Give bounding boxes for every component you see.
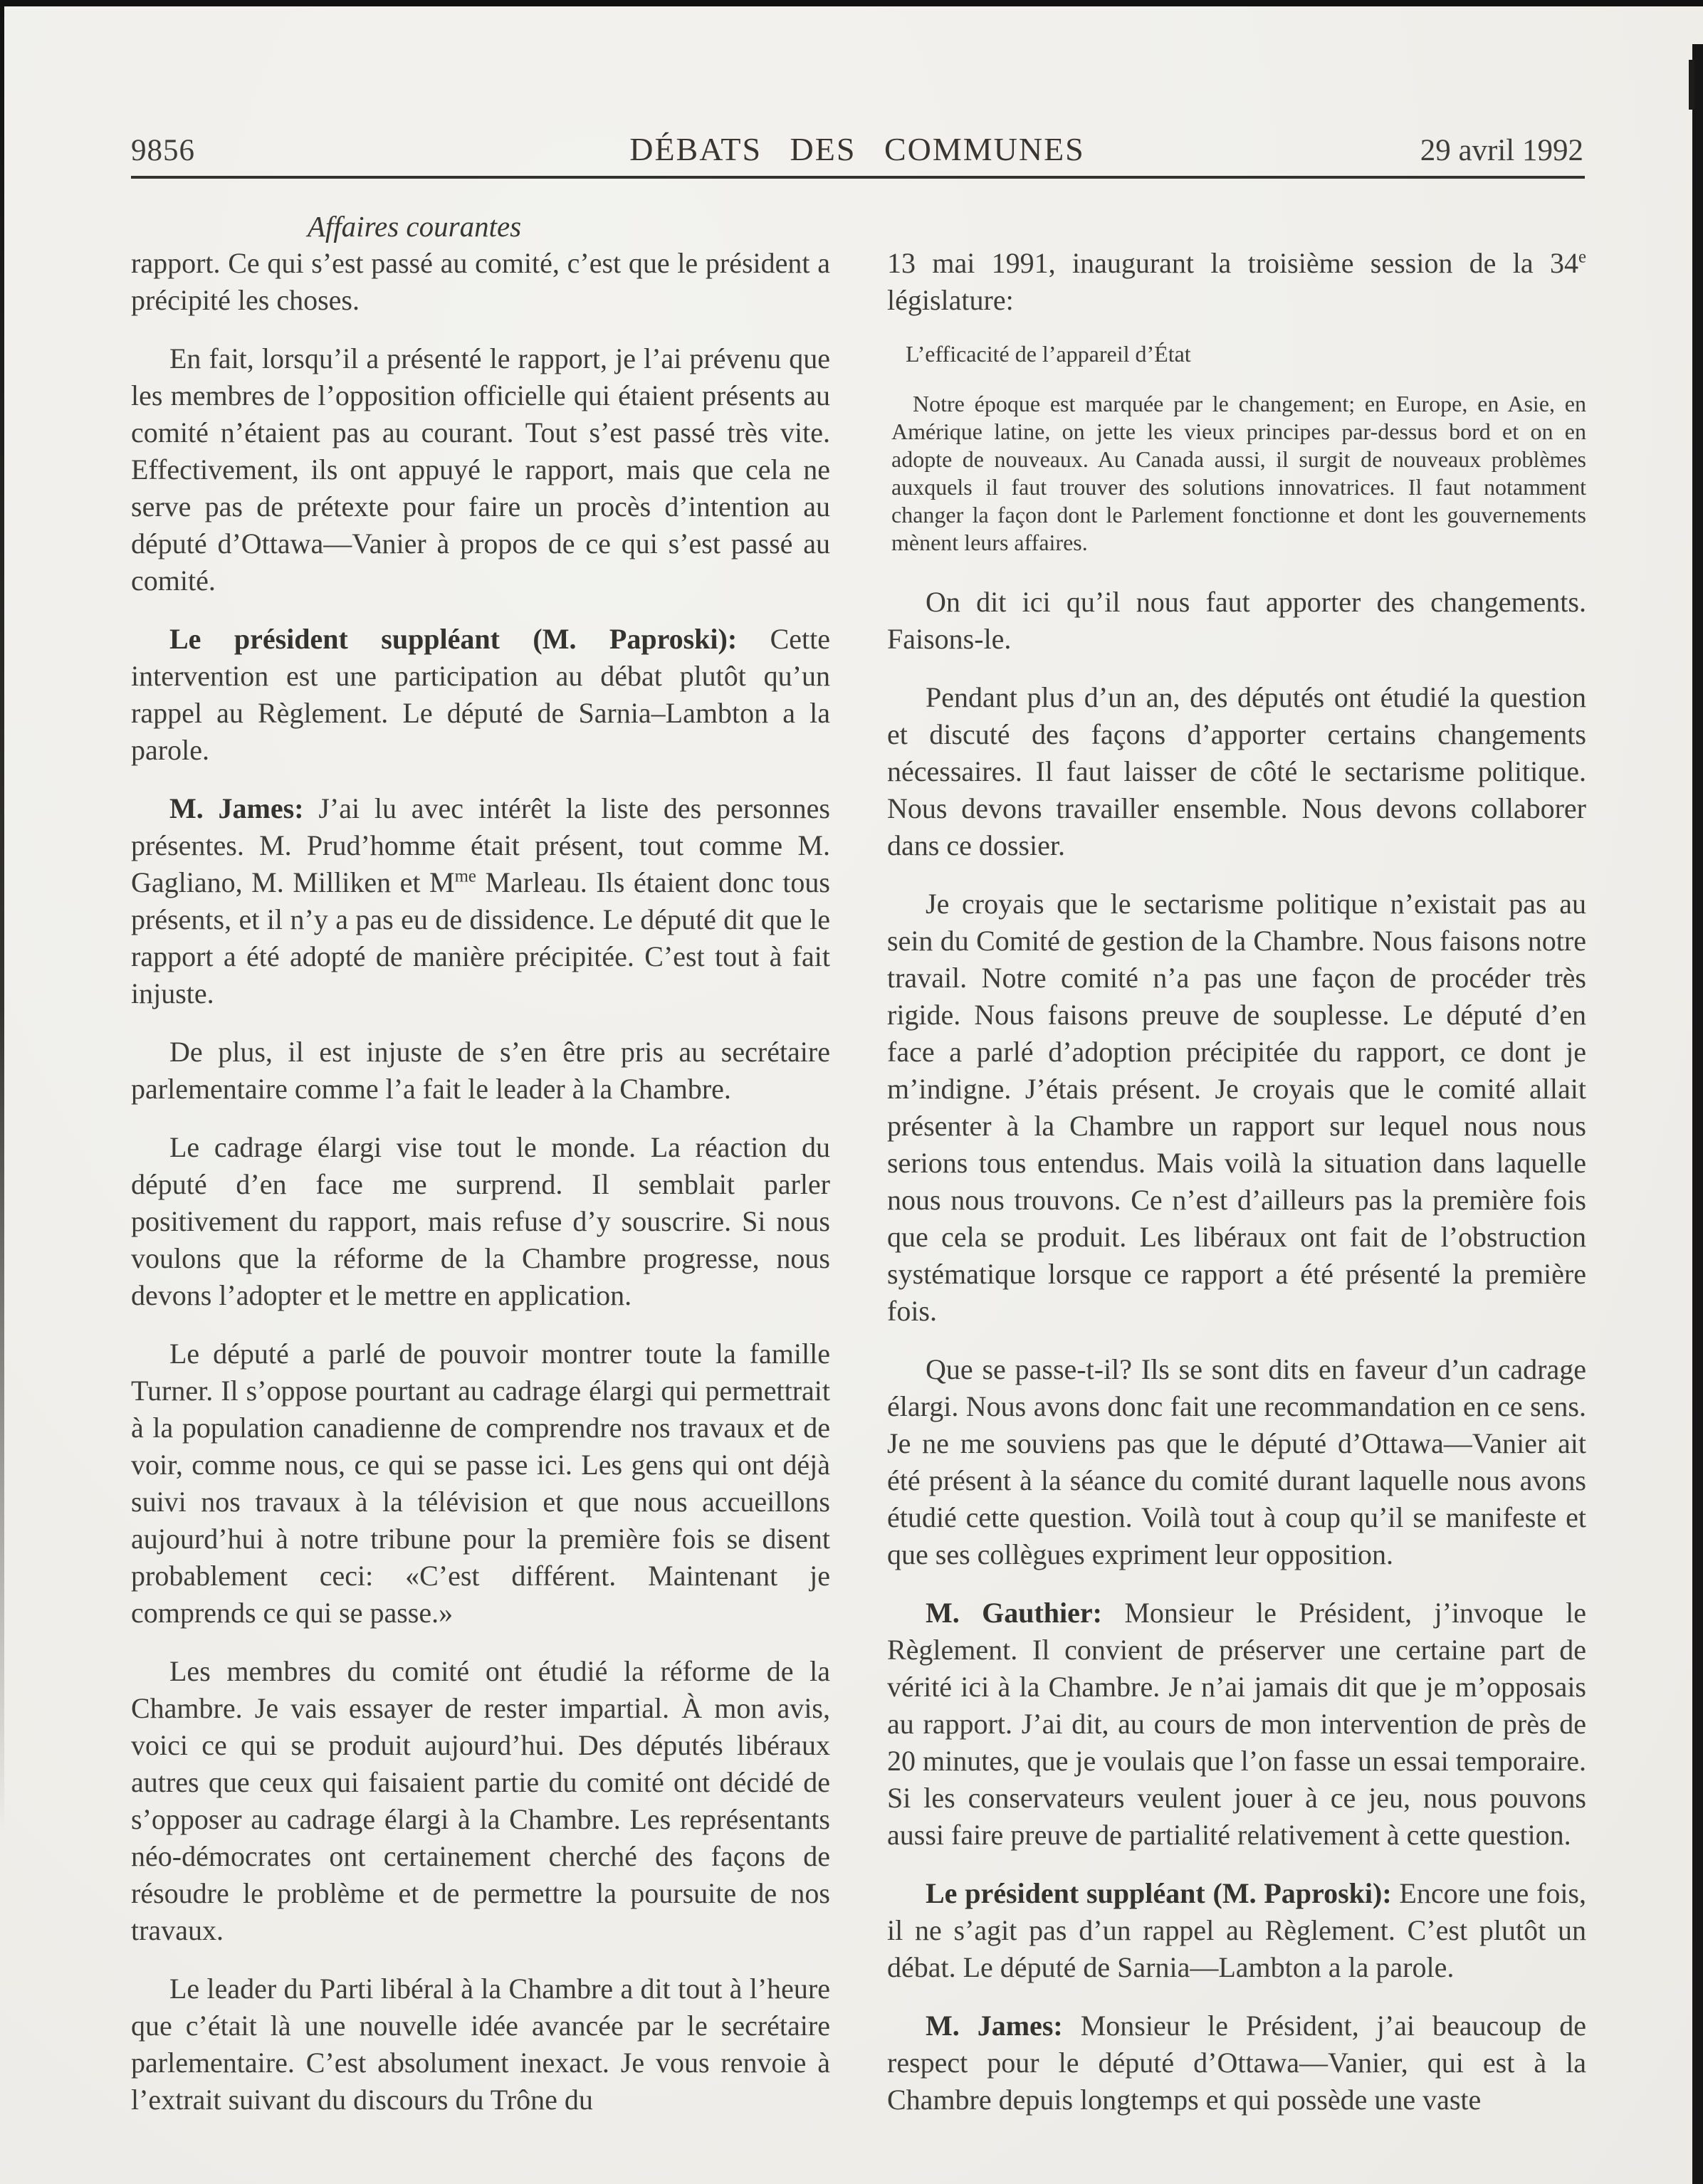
quote-heading: L’efficacité de l’appareil d’État xyxy=(906,341,1191,367)
paragraph: M. Gauthier: Monsieur le Président, j’invoque le Règlement. Il convient de préserver une certaine part de vérité ici à la Chambre. Je n’ai jamais dit que je m’opposais au rapport. J’ai dit, au cours de mon intervention de près de 20 minutes, que je voulais que l’on fasse un essai temporaire. Si les conservateurs veulent jouer à ce jeu, nous pouvons aussi faire preuve de partialité relativement à cette question. xyxy=(887,1597,1586,1851)
quote-paragraph: Notre époque est marquée par le changement; en Europe, en Asie, en Amérique latine, on jette les vieux principes par-dessus bord et on en adopte de nouveaux. Au Canada aussi, il surgit de nouveaux problèmes auxquels il faut trouver des solutions innovatrices. Il faut notamment changer la façon dont le Parlement fonctionne et dont les gouvernements mènent leurs affaires. xyxy=(891,391,1586,555)
paragraph: Pendant plus d’un an, des députés ont étudié la question et discuté des façons d’apporter certains changements nécessaires. Il faut laisser de côté le sectarisme politique. Nous devons travailler ensemble. Nous devons collaborer dans ce dossier. xyxy=(887,681,1586,861)
page-header xyxy=(131,121,1583,168)
paragraph: On dit ici qu’il nous faut apporter des changements. Faisons-le. xyxy=(887,586,1586,655)
page-date: 29 avril 1992 xyxy=(1420,134,1583,167)
scan-edge-mark xyxy=(1689,60,1694,110)
superscript: e xyxy=(1578,247,1586,267)
speaker-name: M. James: xyxy=(169,792,319,824)
scan-edge-right xyxy=(1692,44,1703,2184)
page-title: DÉBATS DES COMMUNES xyxy=(629,131,1085,167)
speaker-name: M. Gauthier: xyxy=(926,1597,1125,1629)
left-column xyxy=(131,245,830,2140)
scan-edge-left xyxy=(0,0,4,1834)
paragraph: M. James: Monsieur le Président, j’ai beaucoup de respect pour le député d’Ottawa—Vanier, qui est à la Chambre depuis longtemps et qui possède une vaste xyxy=(887,2010,1587,2116)
scan-edge-top xyxy=(0,0,1703,6)
section-header: Affaires courantes xyxy=(307,210,522,243)
paragraph: Je croyais que le sectarisme politique n’existait pas au sein du Comité de gestion de la Chambre. Nous faisons notre travail. Notre comité n’a pas une façon de procéder très rigide. Nous faisons preuve de souplesse. Le député d’en face a parlé d’adoption précipitée du rapport, ce dont je m’indigne. J’étais présent. Je croyais que le comité allait présenter à la Chambre un rapport sur lequel nous nous serions tous entendus. Mais voilà la situation dans laquelle nous nous trouvons. Ce n’est d’ailleurs pas la première fois que cela se produit. Les libéraux ont fait de l’obstruction systématique lorsque ce rapport a été présenté la première fois. xyxy=(887,888,1586,1327)
paragraph: Les membres du comité ont étudié la réforme de la Chambre. Je vais essayer de rester impartial. À mon avis, voici ce qui se produit aujourd’hui. Des députés libéraux autres que ceux qui faisaient partie du comité ont décidé de s’opposer au cadrage élargi à la Chambre. Les représentants néo-démocrates ont certainement cherché des façons de résoudre le problème et de permettre la poursuite de nos travaux. xyxy=(131,1655,830,1946)
right-column xyxy=(887,245,1586,2140)
superscript: me xyxy=(454,866,476,886)
paragraph: Le leader du Parti libéral à la Chambre a dit tout à l’heure que c’était là une nouvelle idée avancée par le secrétaire parlementaire. C’est absolument inexact. Je vous renvoie à l’extrait suivant du discours du Trône du xyxy=(131,1973,830,2116)
paragraph: Le président suppléant (M. Paproski): Cette intervention est une participation au débat plutôt qu’un rappel au Règlement. Le député de Sarnia–Lambton a la parole. xyxy=(131,623,830,766)
speaker-name: Le président suppléant (M. Paproski): xyxy=(169,623,770,655)
speaker-name: M. James: xyxy=(926,2010,1081,2042)
speaker-name: Le président suppléant (M. Paproski): xyxy=(926,1877,1400,1909)
paragraph: Le président suppléant (M. Paproski): Encore une fois, il ne s’agit pas d’un rappel au Règlement. C’est plutôt un débat. Le député de Sarnia—Lambton a la parole. xyxy=(887,1877,1586,1983)
page-number: 9856 xyxy=(131,134,195,167)
header-rule xyxy=(131,176,1585,179)
paragraph: En fait, lorsqu’il a présenté le rapport, je l’ai prévenu que les membres de l’opposition officielle qui étaient présents au comité n’étaient pas au courant. Tout s’est passé très vite. Effectivement, ils ont appuyé le rapport, mais que cela ne serve pas de prétexte pour faire un procès d’intention au député d’Ottawa—Vanier à propos de ce qui s’est passé au comité. xyxy=(131,342,830,597)
paragraph: 13 mai 1991, inaugurant la troisième session de la 34e législature: xyxy=(887,247,1586,316)
paragraph: Que se passe-t-il? Ils se sont dits en faveur d’un cadrage élargi. Nous avons donc fait une recommandation en ce sens. Je ne me souviens pas que le député d’Ottawa—Vanier ait été présent à la séance du comité durant laquelle nous avons étudié cette question. Voilà tout à coup qu’il se manifeste et que ses collègues expriment leur opposition. xyxy=(887,1353,1586,1570)
paragraph: Le cadrage élargi vise tout le monde. La réaction du député d’en face me surprend. Il semblait parler positivement du rapport, mais refuse d’y souscrire. Si nous voulons que la réforme de la Chambre progresse, nous devons l’adopter et le mettre en application. xyxy=(131,1131,830,1311)
paragraph: M. James: J’ai lu avec intérêt la liste des personnes présentes. M. Prud’homme était présent, tout comme M. Gagliano, M. Milliken et $M^{me}$ Marleau. Ils étaient donc tous présents, et il n’y a pas eu de dissidence. Le député dit que le rapport a été adopté de manière précipitée. C’est tout à fait injuste. xyxy=(131,792,830,1009)
paragraph: rapport. Ce qui s’est passé au comité, c’est que le président a précipité les choses. xyxy=(131,247,830,316)
paragraph: De plus, il est injuste de s’en être pris au secrétaire parlementaire comme l’a fait le leader à la Chambre. xyxy=(131,1036,830,1105)
paragraph: Le député a parlé de pouvoir montrer toute la famille Turner. Il s’oppose pourtant au cadrage élargi qui permettrait à la population canadienne de comprendre nos travaux et de voir, comme nous, ce qui se passe ici. Les gens qui ont déjà suivi nos travaux à la télévision et que nous accueillons aujourd’hui à notre tribune pour la première fois se disent probablement ceci: «C’est différent. Maintenant je comprends ce qui se passe.» xyxy=(131,1338,830,1629)
